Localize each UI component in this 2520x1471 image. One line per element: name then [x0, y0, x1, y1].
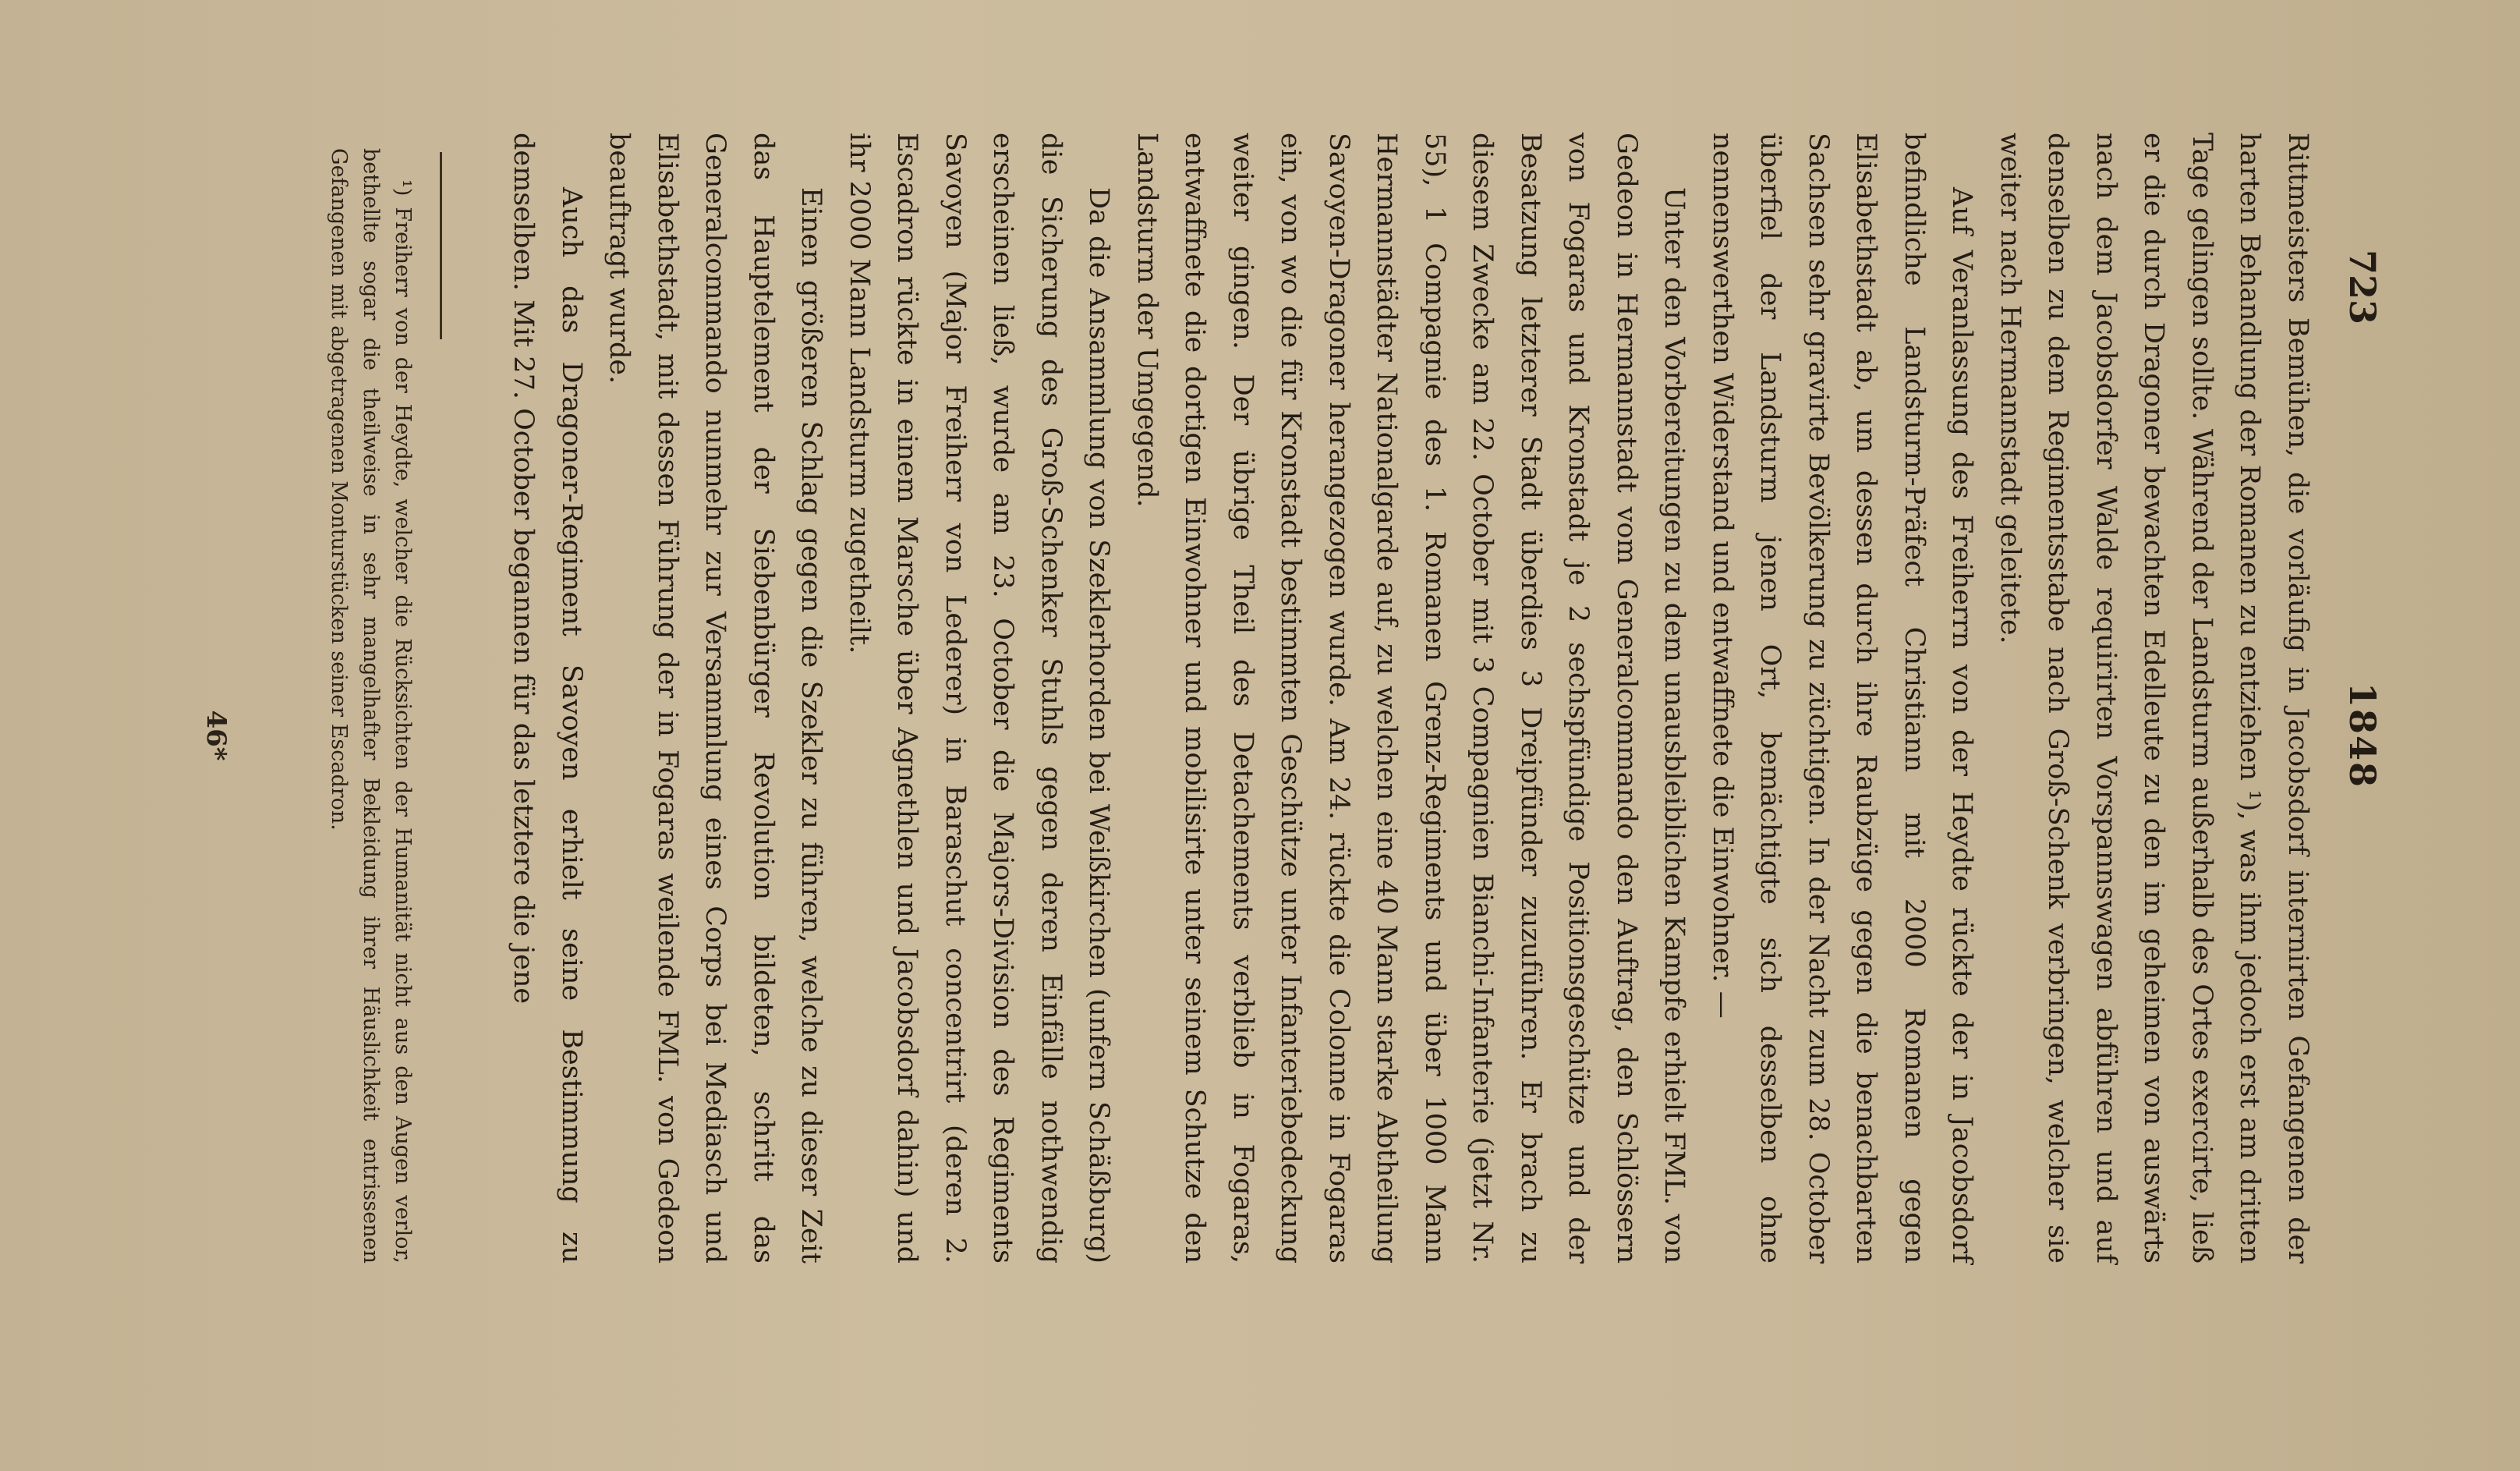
main-text	[499, 133, 2321, 1264]
printer-signature-mark: 46*	[200, 710, 232, 761]
page-number: 723	[2341, 250, 2384, 325]
paragraph-1: Rittmeisters Bemühen, die vorläufig in Jacobsdorf internirten Gefangenen der harten Behandlung der Romanen zu entziehen ¹), was ihm jedoch erst am dritten Tage gelingen sollte. Während der Landsturm außerhalb des Ortes exercirte, ließ er die durch Dragoner bewachten Edelleute zu den im geheimen von auswärts nach dem Jacobsdorfer Walde requirirten Vorspannswagen abführen und auf denselben zu dem Regimentsstabe nach Groß-Schenk verbringen, welcher sie weiter nach Hermannstadt geleitete.	[1994, 133, 2313, 1264]
page-year-heading: 1848	[2341, 682, 2384, 789]
paragraph-4: Da die Ansammlung von Szeklerhorden bei Weißkirchen (unfern Schäßburg) die Sicherung des Groß-Schenker Stuhls gegen deren Einfälle nothwendig erscheinen ließ, wurde am 23. October die Majors-Division des Regiments Savoyen (Major Freiherr von Lederer) in Baraschut concentrirt (deren 2. Escadron rückte in einem Marsche über Agnethlen und Jacobsdorf dahin) und ihr 2000 Mann Landsturm zugetheilt.	[844, 133, 1115, 1264]
paragraph-6: Auch das Dragoner-Regiment Savoyen erhielt seine Bestimmung zu demselben. Mit 27. October begannen für das letztere die jene	[508, 133, 587, 1264]
footnote-divider	[440, 152, 442, 339]
paragraph-5: Einen größeren Schlag gegen die Szekler zu führen, welche zu dieser Zeit das Hauptelement der Siebenbürger Revolution bildeten, schritt das Generalcommando nunmehr zur Versammlung eines Corps bei Mediasch und Elisabethstadt, mit dessen Führung der in Fogaras weilende FML. von Gedeon beauftragt wurde.	[603, 133, 827, 1264]
footnote	[323, 148, 419, 1264]
paragraph-2: Auf Veranlassung des Freiherrn von der Heydte rückte der in Jacobsdorf befindliche Landsturm-Präfect Christiann mit 2000 Romanen gegen Elisabethstadt ab, um dessen durch ihre Raubzüge gegen die benachbarten Sachsen sehr gravirte Bevölkerung zu züchtigen. In der Nacht zum 28. October überfiel der Landsturm jenen Ort, bemächtigte sich desselben ohne nennenswerthen Widerstand und entwaffnete die Einwohner. —	[1707, 133, 1978, 1264]
footnote-text: ¹) Freiherr von der Heydte, welcher die Rücksichten der Humanität nicht aus den Augen verlor, bethellte sogar die theilweise in sehr mangelhafter Bekleidung ihrer Häuslichkeit entrissenen Gefangenen mit abgetragenen Monturstücken seiner Escadron.	[327, 148, 415, 1264]
page-header	[2337, 0, 2384, 1471]
paragraph-3: Unter den Vorbereitungen zu dem unausbleiblichen Kampfe erhielt FML. von Gedeon in Hermannstadt vom Generalcommando den Auftrag, den Schlössern von Fogaras und Kronstadt je 2 sechspfündige Positionsgeschütze und der Besatzung letzterer Stadt überdies 3 Dreipfünder zuzuführen. Er brach zu diesem Zwecke am 22. October mit 3 Compagnien Bianchi-Infanterie (jetzt Nr. 55), 1 Compagnie des 1. Romanen Grenz-Regiments und über 1000 Mann Hermannstädter Nationalgarde auf, zu welchen eine 40 Mann starke Abtheilung Savoyen-Dragoner herangezogen wurde. Am 24. rückte die Colonne in Fogaras ein, von wo die für Kronstadt bestimmten Geschütze unter Infanteriebedeckung weiter gingen. Der übrige Theil des Detachements verblieb in Fogaras, entwaffnete die dortigen Einwohner und mobilisirte unter seinem Schutze den Landsturm der Umgegend.	[1131, 133, 1690, 1264]
